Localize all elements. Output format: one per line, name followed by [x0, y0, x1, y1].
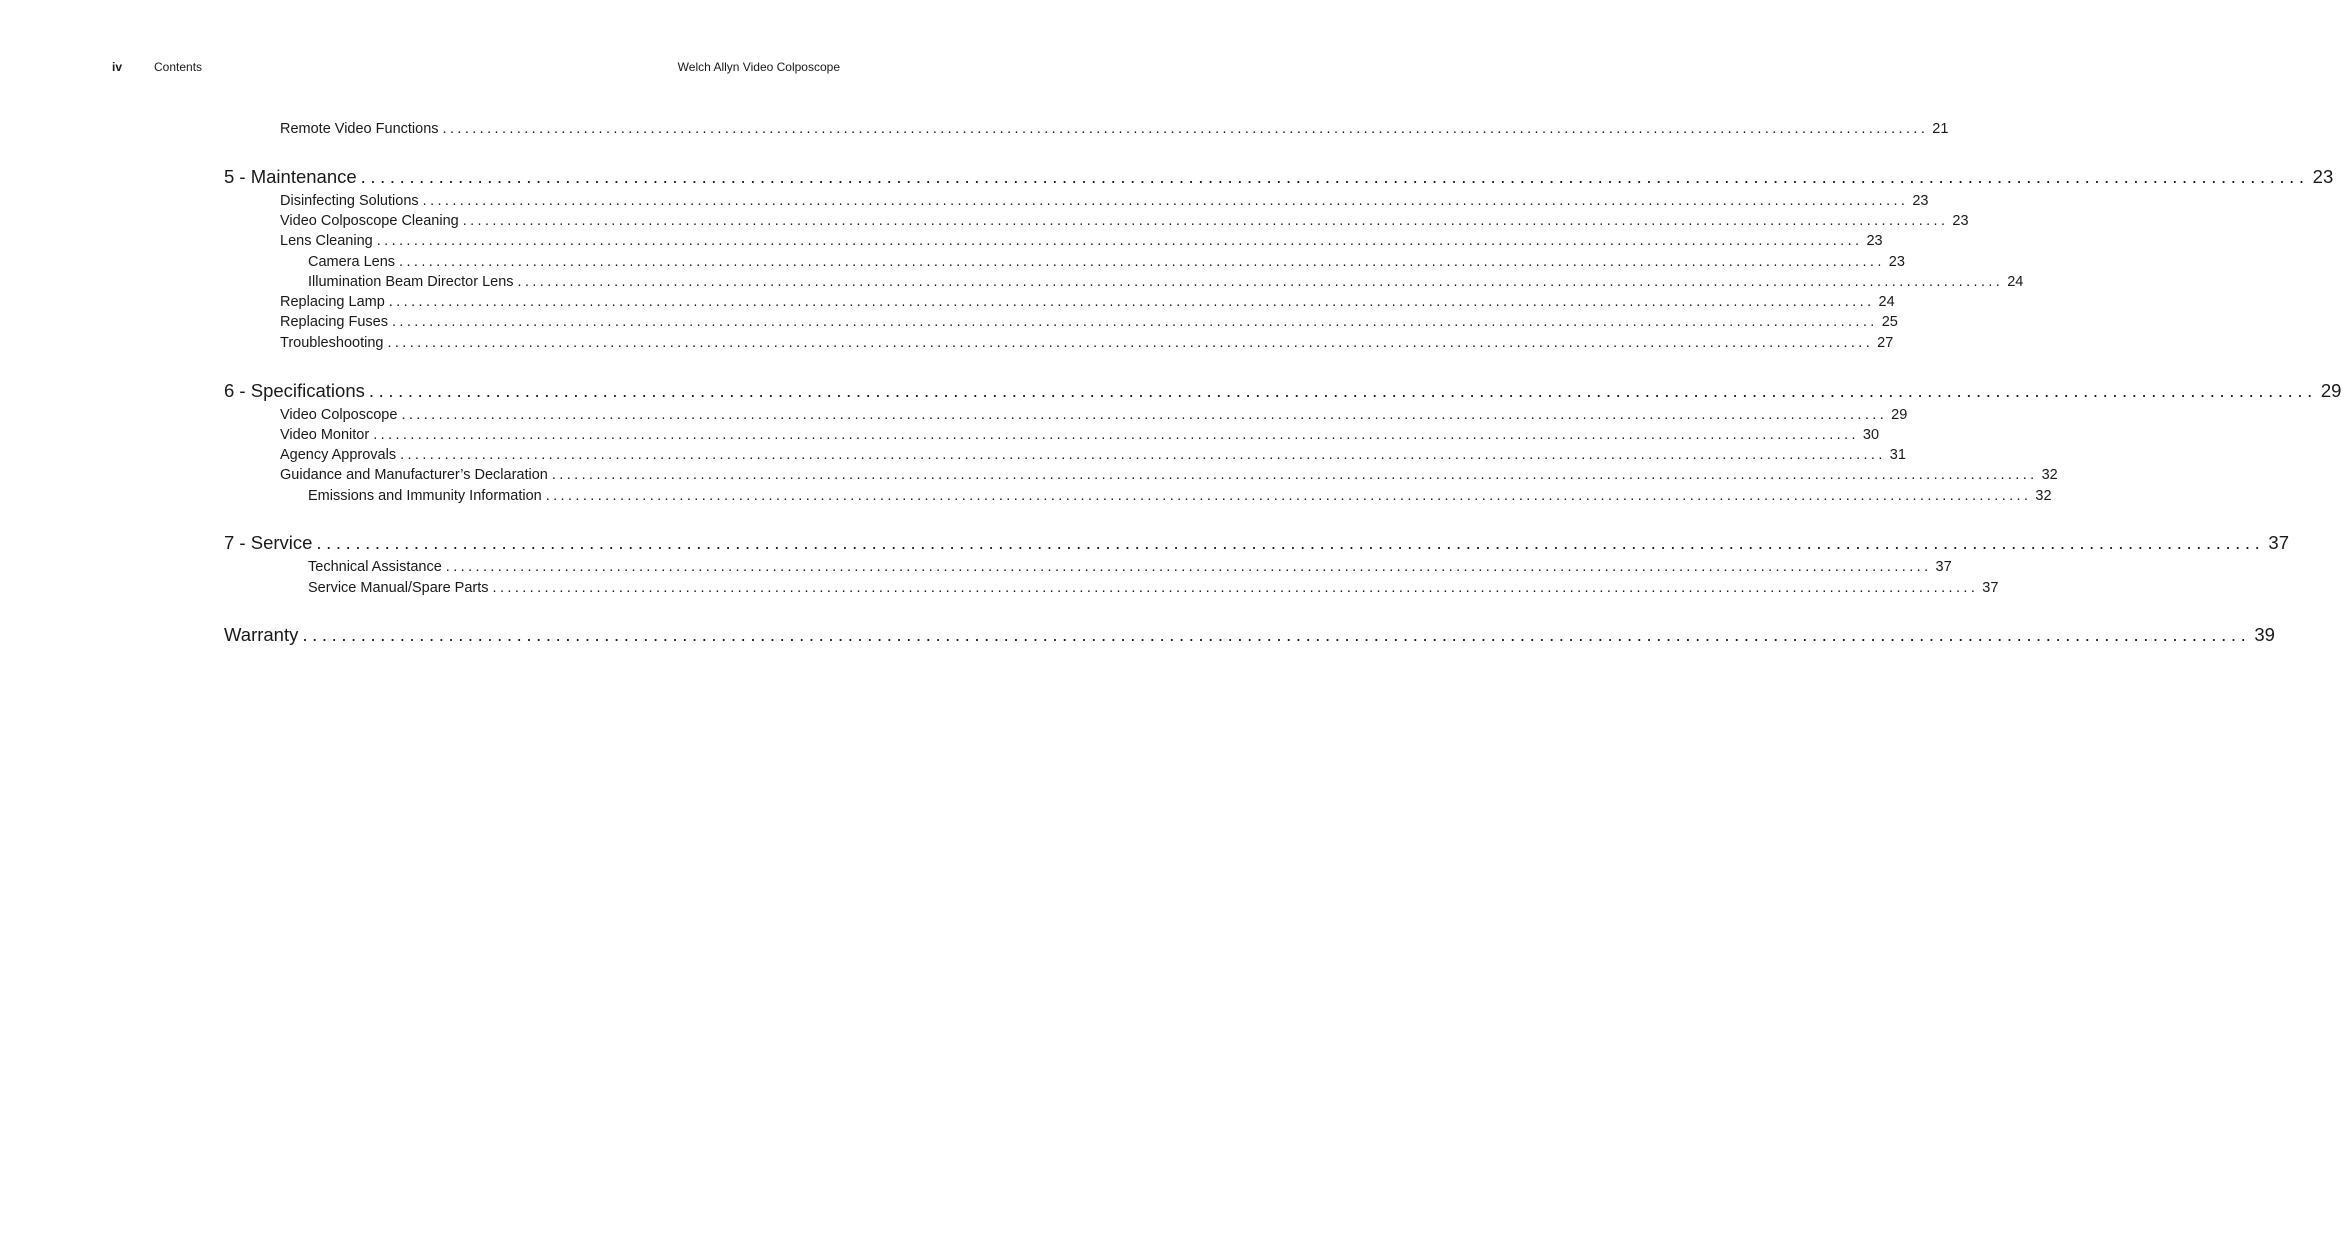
toc-entry[interactable] — [280, 314, 1898, 334]
toc-entry-label: Video Colposcope — [280, 407, 398, 423]
toc-entry-page: 31 — [1889, 447, 1906, 463]
toc-entry[interactable] — [280, 294, 1895, 314]
toc-subentry[interactable] — [308, 254, 1905, 274]
section-label: Contents — [154, 60, 203, 74]
toc-entry[interactable] — [280, 427, 1880, 447]
toc-entry-label: Video Colposcope Cleaning — [280, 213, 459, 229]
toc-entry-label: Guidance and Manufacturer’s Declaration — [280, 467, 548, 483]
toc-entry[interactable] — [280, 193, 1929, 213]
toc-entry-page: 21 — [1932, 121, 1949, 137]
toc-entry-label: Video Monitor — [280, 427, 370, 443]
toc-chapter-page: 23 — [2312, 166, 2334, 187]
toc-subentry-label: Illumination Beam Director Lens — [308, 274, 514, 290]
dot-leader: ........................................................................................................................................................................................................ — [445, 559, 1932, 575]
toc-entry-label: Replacing Lamp — [280, 294, 385, 310]
toc-chapter-label: 7 - Service — [224, 532, 313, 553]
toc-chapter-label: Warranty — [224, 624, 299, 645]
toc-entry[interactable] — [280, 467, 2058, 487]
toc-chapter[interactable] — [224, 532, 2289, 556]
dot-leader: ........................................................................................................................................................................................................ — [442, 121, 1929, 137]
toc-subentry-label: Emissions and Immunity Information — [308, 488, 542, 504]
toc-entry-page: 23 — [1952, 213, 1969, 229]
dot-leader: ........................................................................................................................................................................................................ — [492, 580, 1979, 596]
toc-entry-label: Agency Approvals — [280, 447, 397, 463]
toc-subentry-page: 24 — [2007, 274, 2024, 290]
toc-entry-page: 30 — [1862, 427, 1880, 443]
toc-chapter[interactable] — [224, 166, 2334, 190]
dot-leader: ........................................................................................................................................................................................................ — [360, 166, 2309, 187]
toc-entry-page: 32 — [2041, 467, 2058, 483]
toc-subentry-label: Camera Lens — [308, 254, 396, 270]
dot-leader: ........................................................................................................................................................................................................ — [376, 233, 1863, 249]
toc-chapter-page: 39 — [2254, 624, 2275, 645]
toc-entry[interactable] — [280, 407, 1908, 427]
toc-entry[interactable] — [280, 335, 1894, 355]
toc-entry-page: 27 — [1877, 335, 1894, 351]
dot-leader: ........................................................................................................................................................................................................ — [422, 193, 1909, 209]
toc-entry-page: 29 — [1891, 407, 1908, 423]
dot-leader: ........................................................................................................................................................................................................ — [400, 447, 1886, 463]
dot-leader: ........................................................................................................................................................................................................ — [368, 380, 2317, 401]
toc-entry[interactable] — [280, 447, 1906, 467]
toc-entry[interactable] — [280, 233, 1883, 253]
toc-entry-label: Troubleshooting — [280, 335, 384, 351]
toc-entry-label: Lens Cleaning — [280, 233, 373, 249]
dot-leader: ........................................................................................................................................................................................................ — [392, 314, 1878, 330]
toc-chapter[interactable] — [224, 624, 2275, 648]
dot-leader: ........................................................................................................................................................................................................ — [551, 467, 2038, 483]
toc-subentry[interactable] — [308, 274, 2024, 294]
running-header — [0, 58, 954, 78]
toc-subentry[interactable] — [308, 488, 2052, 508]
toc-chapter[interactable] — [224, 380, 2341, 404]
toc-entry[interactable] — [280, 213, 1969, 233]
toc-entry-page: 25 — [1881, 314, 1898, 330]
toc-entry-page: 24 — [1878, 294, 1895, 310]
toc-chapter-page: 37 — [2268, 532, 2289, 553]
toc-entry-label: Replacing Fuses — [280, 314, 388, 330]
document-title: Welch Allyn Video Colposcope — [677, 60, 840, 74]
toc-entry[interactable] — [280, 121, 1949, 141]
dot-leader: ........................................................................................................................................................................................................ — [387, 335, 1874, 351]
dot-leader: ........................................................................................................................................................................................................ — [388, 294, 1875, 310]
dot-leader: ........................................................................................................................................................................................................ — [462, 213, 1949, 229]
toc-subentry[interactable] — [308, 580, 1999, 600]
toc-chapter-label: 6 - Specifications — [224, 380, 365, 401]
page-number: iv — [112, 60, 123, 74]
dot-leader: ........................................................................................................................................................................................................ — [399, 254, 1885, 270]
toc-chapter-page: 29 — [2320, 380, 2341, 401]
toc-entry-label: Remote Video Functions — [280, 121, 439, 137]
toc-subentry-page: 23 — [1888, 254, 1905, 270]
dot-leader: ........................................................................................................................................................................................................ — [302, 624, 2251, 645]
dot-leader: ........................................................................................................................................................................................................ — [517, 274, 2004, 290]
toc-entry-label: Disinfecting Solutions — [280, 193, 419, 209]
toc-subentry-label: Service Manual/Spare Parts — [308, 580, 489, 596]
dot-leader: ........................................................................................................................................................................................................ — [401, 407, 1888, 423]
toc-chapter-label: 5 - Maintenance — [224, 166, 357, 187]
toc-entry-page: 23 — [1912, 193, 1929, 209]
toc-subentry-page: 32 — [2035, 488, 2052, 504]
dot-leader: ........................................................................................................................................................................................................ — [545, 488, 2032, 504]
toc-entry-page: 23 — [1866, 233, 1883, 249]
dot-leader: ........................................................................................................................................................................................................ — [316, 532, 2265, 553]
toc-subentry[interactable] — [308, 559, 1952, 579]
toc-subentry-page: 37 — [1935, 559, 1952, 575]
dot-leader: ........................................................................................................................................................................................................ — [373, 427, 1859, 443]
toc-subentry-label: Technical Assistance — [308, 559, 442, 575]
toc-subentry-page: 37 — [1982, 580, 1999, 596]
